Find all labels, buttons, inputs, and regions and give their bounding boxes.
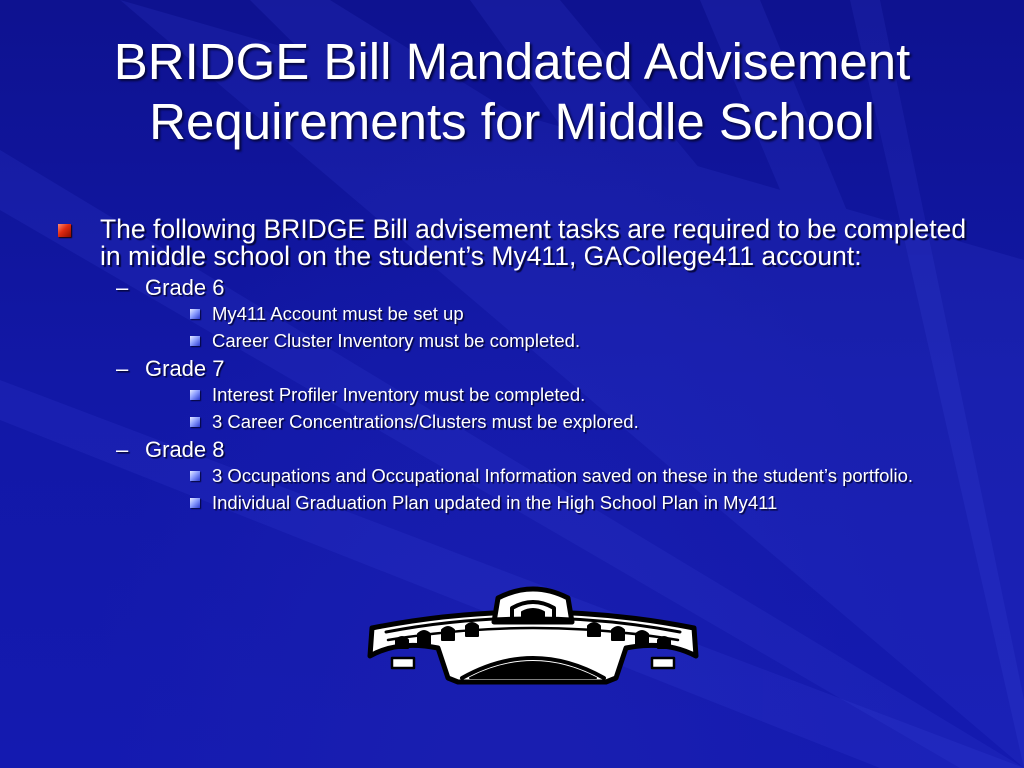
list-item-text: 3 Occupations and Occupational Information saved on these in the student’s portfolio.	[212, 465, 914, 486]
list-item	[190, 304, 978, 324]
list-item	[190, 385, 978, 405]
list-item	[190, 493, 978, 513]
blue-square-bullet-icon	[190, 498, 200, 508]
list-item-text: My411 Account must be set up	[212, 303, 464, 324]
slide-content	[58, 216, 978, 513]
bridge-clipart-icon	[366, 582, 700, 692]
list-item-text: Career Cluster Inventory must be completed.	[212, 330, 581, 351]
dash-bullet: –	[116, 356, 129, 381]
dash-bullet: –	[116, 437, 129, 462]
grade-label: Grade 6	[145, 275, 225, 300]
grade-label: Grade 8	[145, 437, 225, 462]
blue-square-bullet-icon	[190, 390, 200, 400]
blue-square-bullet-icon	[190, 309, 200, 319]
blue-square-bullet-icon	[190, 471, 200, 481]
grade-8-heading	[116, 438, 978, 462]
intro-bullet	[58, 216, 978, 270]
slide-title: BRIDGE Bill Mandated Advisement Requirements for Middle School	[113, 33, 911, 150]
list-item-text: 3 Career Concentrations/Clusters must be explored.	[212, 411, 639, 432]
red-square-bullet-icon	[58, 224, 71, 237]
grade-7-heading	[116, 357, 978, 381]
intro-text: The following BRIDGE Bill advisement tasks are required to be completed in middle school on the student’s My411, GACollege411 account:	[100, 214, 967, 271]
blue-square-bullet-icon	[190, 417, 200, 427]
grade-label: Grade 7	[145, 356, 225, 381]
list-item	[190, 466, 978, 486]
list-item	[190, 412, 978, 432]
list-item-text: Individual Graduation Plan updated in the High School Plan in My411	[212, 492, 778, 513]
grade-6-heading	[116, 276, 978, 300]
blue-square-bullet-icon	[190, 336, 200, 346]
list-item-text: Interest Profiler Inventory must be completed.	[212, 384, 586, 405]
list-item	[190, 331, 978, 351]
dash-bullet: –	[116, 275, 129, 300]
